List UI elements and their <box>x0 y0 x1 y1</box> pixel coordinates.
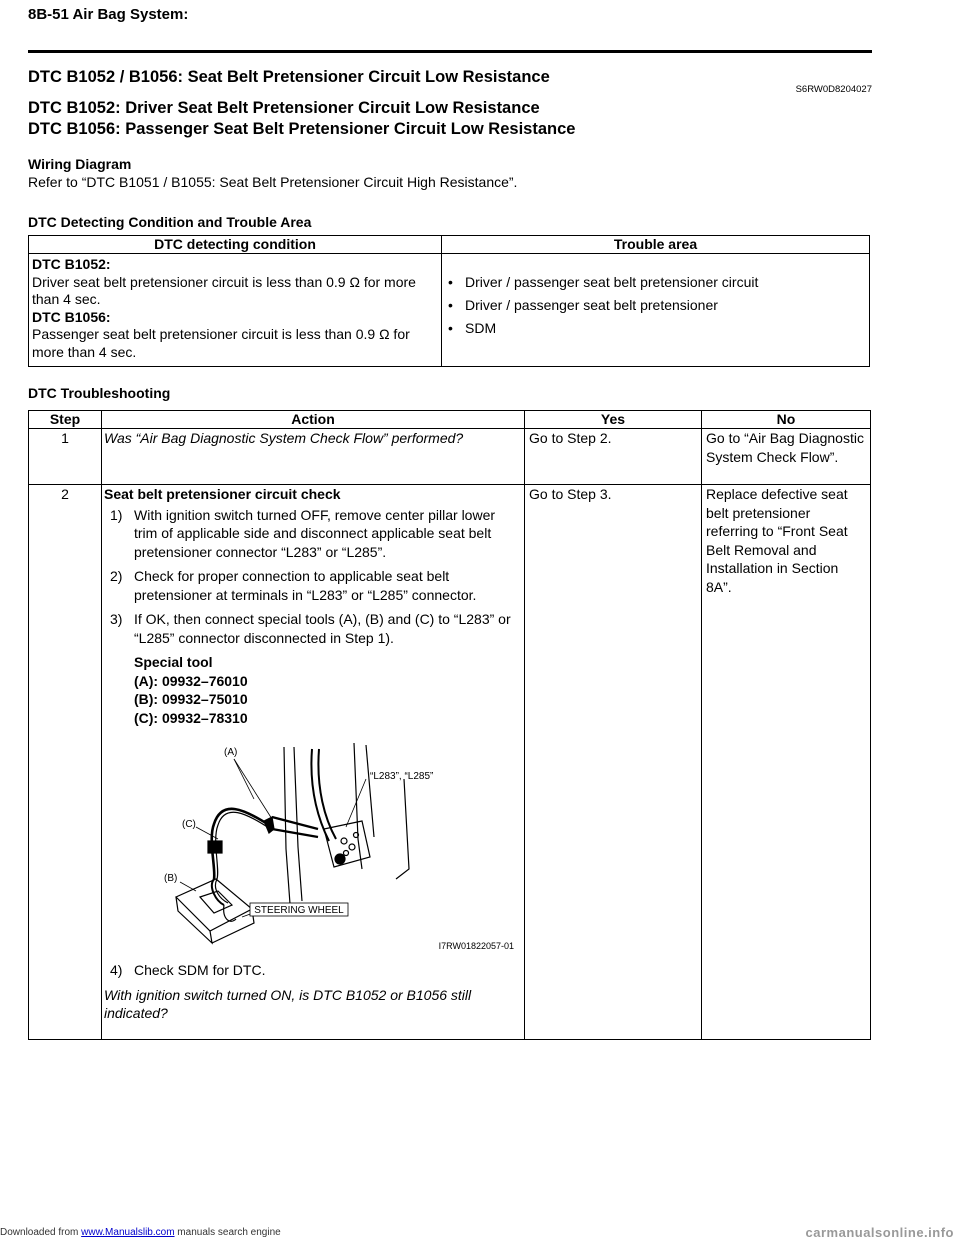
figure-code: I7RW01822057-01 <box>438 941 514 951</box>
leader-a <box>234 759 254 799</box>
subtitle-b1056: DTC B1056: Passenger Seat Belt Pretensioner Circuit Low Resistance <box>28 120 576 138</box>
label-a: (A) <box>224 747 238 758</box>
list-item: 2) Check for proper connection to applicable seat belt pretensioner at terminals in “L283” or “L285” connector. <box>110 568 477 603</box>
b1056-label: DTC B1056: <box>32 308 111 325</box>
section-code: S6RW0D8204027 <box>795 84 872 95</box>
step-action <box>102 485 525 1040</box>
connector-body <box>324 821 370 867</box>
trouble-item: • Driver / passenger seat belt pretensioner circuit <box>448 274 759 290</box>
step-no: Replace defective seat belt pretensioner referring to “Front Seat Belt Removal and Installation in Section 8A”. <box>702 485 871 1040</box>
troubleshooting-table <box>28 410 871 1040</box>
wiring-heading: Wiring Diagram <box>28 156 132 172</box>
tool-c-cable <box>216 812 269 879</box>
step-number: 2 <box>29 485 102 1040</box>
belt-line <box>318 749 336 839</box>
step-action: Was “Air Bag Diagnostic System Check Flow” performed? <box>102 429 525 485</box>
condition-table <box>28 235 870 367</box>
trouble-item: • SDM <box>448 320 497 336</box>
step-question: With ignition switch turned ON, is DTC B1052 or B1056 still indicated? <box>104 986 472 1021</box>
tool-b-box <box>176 879 252 931</box>
tool-c-connector <box>208 841 222 853</box>
pillar-line <box>284 747 290 904</box>
b1052-label: DTC B1052: <box>32 256 111 272</box>
step-yes: Go to Step 2. <box>525 429 702 485</box>
b1052-text: Driver seat belt pretensioner circuit is less than 0.9 Ω for more than 4 sec. <box>32 273 416 307</box>
step-number: 1 <box>29 429 102 485</box>
b1056-text: Passenger seat belt pretensioner circuit is less than 0.9 Ω for more than 4 sec. <box>32 326 410 360</box>
bullet-icon: • <box>448 297 453 313</box>
label-b: (B) <box>164 873 178 884</box>
connector-pin <box>344 851 349 856</box>
table-row <box>29 429 871 485</box>
footer-link[interactable]: www.Manualslib.com <box>81 1227 175 1238</box>
col-no: No <box>702 411 871 429</box>
list-item: 3) If OK, then connect special tools (A), (B) and (C) to “L283” or “L285” connector disconnected in Step 1). <box>110 611 511 646</box>
col-action: Action <box>102 411 525 429</box>
condition-heading: DTC Detecting Condition and Trouble Area <box>28 214 312 230</box>
step-no: Go to “Air Bag Diagnostic System Check Flow”. <box>702 429 871 485</box>
special-tool-label: Special tool <box>134 654 213 670</box>
dtc-subtitles <box>28 98 868 140</box>
label-c: (C) <box>182 819 196 830</box>
leader-c <box>196 827 218 839</box>
header-rule <box>28 50 872 53</box>
wiring-text: Refer to “DTC B1051 / B1055: Seat Belt Pretensioner Circuit High Resistance”. <box>28 174 518 190</box>
table-row <box>29 485 871 1040</box>
dtc-title: DTC B1052 / B1056: Seat Belt Pretensioner Circuit Low Resistance <box>28 68 550 86</box>
pillar-line <box>366 745 374 837</box>
trouble-item: • Driver / passenger seat belt pretensioner <box>448 297 718 313</box>
pillar-line <box>354 743 362 869</box>
step-yes: Go to Step 3. <box>525 485 702 1040</box>
footer-watermark: carmanualsonline.info <box>805 1225 954 1240</box>
list-item: 4) Check SDM for DTC. <box>110 962 266 978</box>
tool-a-lead <box>272 817 318 829</box>
page-header: 8B-51 Air Bag System: <box>28 6 189 23</box>
pillar-line <box>396 779 409 879</box>
col-yes: Yes <box>525 411 702 429</box>
tool-a-lead <box>272 829 318 837</box>
col-trouble-area: Trouble area <box>442 236 870 254</box>
col-condition: DTC detecting condition <box>29 236 442 254</box>
condition-cell <box>29 254 442 367</box>
tool-b-cable <box>212 879 224 905</box>
tool-a: (A): 09932–76010 <box>134 672 248 689</box>
list-item: 1) With ignition switch turned OFF, remove center pillar lower trim of applicable side and disconnect applicable seat belt pretensioner connector “L283” or “L285”. <box>110 506 496 560</box>
connector-plug <box>335 854 345 864</box>
tool-c: (C): 09932–78310 <box>134 709 248 726</box>
label-steering-wheel: STEERING WHEEL <box>254 905 344 916</box>
trouble-area-cell <box>442 254 870 367</box>
step-title: Seat belt pretensioner circuit check <box>104 486 341 502</box>
special-tool-block <box>104 653 522 727</box>
tool-connection-figure <box>104 729 520 961</box>
footer <box>0 1227 281 1238</box>
label-connector: “L283”, “L285” <box>370 771 434 782</box>
subtitle-b1052: DTC B1052: Driver Seat Belt Pretensioner Circuit Low Resistance <box>28 99 540 117</box>
connector-pin <box>349 844 355 850</box>
bullet-icon: • <box>448 320 453 336</box>
bullet-icon: • <box>448 274 453 290</box>
footer-prefix: Downloaded from <box>0 1227 82 1238</box>
connector-pin <box>341 838 347 844</box>
tool-b: (B): 09932–75010 <box>134 691 248 707</box>
leader-b <box>180 882 196 891</box>
col-step: Step <box>29 411 102 429</box>
troubleshooting-heading: DTC Troubleshooting <box>28 385 171 401</box>
footer-suffix: manuals search engine <box>174 1227 281 1238</box>
